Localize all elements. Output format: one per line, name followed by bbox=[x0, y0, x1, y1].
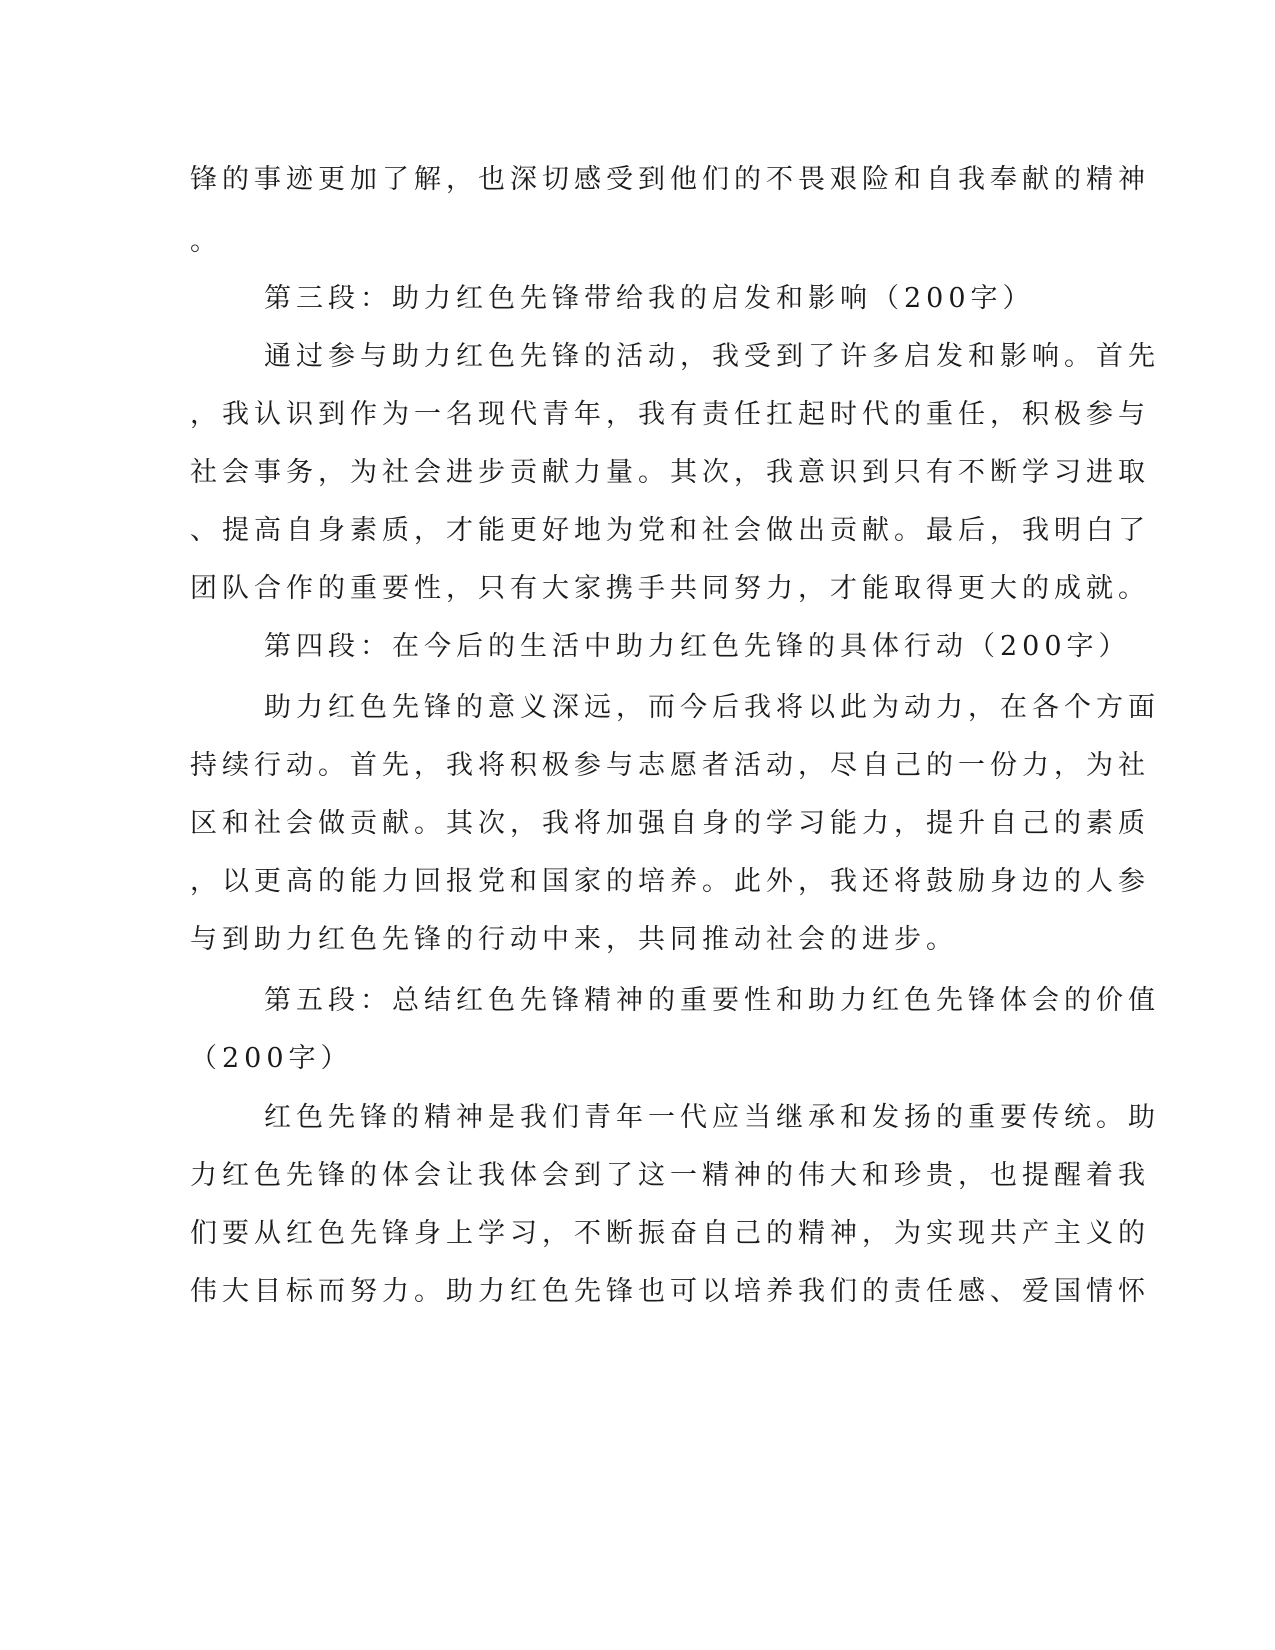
text-line: 伟大目标而努力。助力红色先锋也可以培养我们的责任感、爱国情怀 bbox=[190, 1276, 1150, 1307]
text-line: 红色先锋的精神是我们青年一代应当继承和发扬的重要传统。助 bbox=[264, 1102, 1160, 1133]
text-line: 力红色先锋的体会让我体会到了这一精神的伟大和珍贵，也提醒着我 bbox=[190, 1160, 1150, 1191]
text-line: 助力红色先锋的意义深远，而今后我将以此为动力，在各个方面 bbox=[264, 692, 1160, 723]
section-heading: 第三段：助力红色先锋带给我的启发和影响（200字） bbox=[264, 283, 1035, 314]
text-line: 锋的事迹更加了解，也深切感受到他们的不畏艰险和自我奉献的精神 bbox=[190, 164, 1150, 195]
section-heading: 第四段：在今后的生活中助力红色先锋的具体行动（200字） bbox=[264, 631, 1131, 662]
section-heading: 第五段：总结红色先锋精神的重要性和助力红色先锋体会的价值 bbox=[264, 985, 1160, 1016]
text-line: 区和社会做贡献。其次，我将加强自身的学习能力，提升自己的素质 bbox=[190, 808, 1150, 839]
text-line: ，以更高的能力回报党和国家的培养。此外，我还将鼓励身边的人参 bbox=[190, 866, 1150, 897]
text-line: 。 bbox=[190, 226, 222, 257]
text-line: 团队合作的重要性，只有大家携手共同努力，才能取得更大的成就。 bbox=[190, 573, 1150, 604]
text-line: 社会事务，为社会进步贡献力量。其次，我意识到只有不断学习进取 bbox=[190, 457, 1150, 488]
text-line: 们要从红色先锋身上学习，不断振奋自己的精神，为实现共产主义的 bbox=[190, 1218, 1150, 1249]
text-line: 、提高自身素质，才能更好地为党和社会做出贡献。最后，我明白了 bbox=[190, 515, 1150, 546]
text-line: 与到助力红色先锋的行动中来，共同推动社会的进步。 bbox=[190, 924, 958, 955]
text-line: ，我认识到作为一名现代青年，我有责任扛起时代的重任，积极参与 bbox=[190, 399, 1150, 430]
section-heading-continuation: （200字） bbox=[190, 1043, 353, 1074]
text-line: 通过参与助力红色先锋的活动，我受到了许多启发和影响。首先 bbox=[264, 341, 1160, 372]
text-line: 持续行动。首先，我将积极参与志愿者活动，尽自己的一份力，为社 bbox=[190, 750, 1150, 781]
